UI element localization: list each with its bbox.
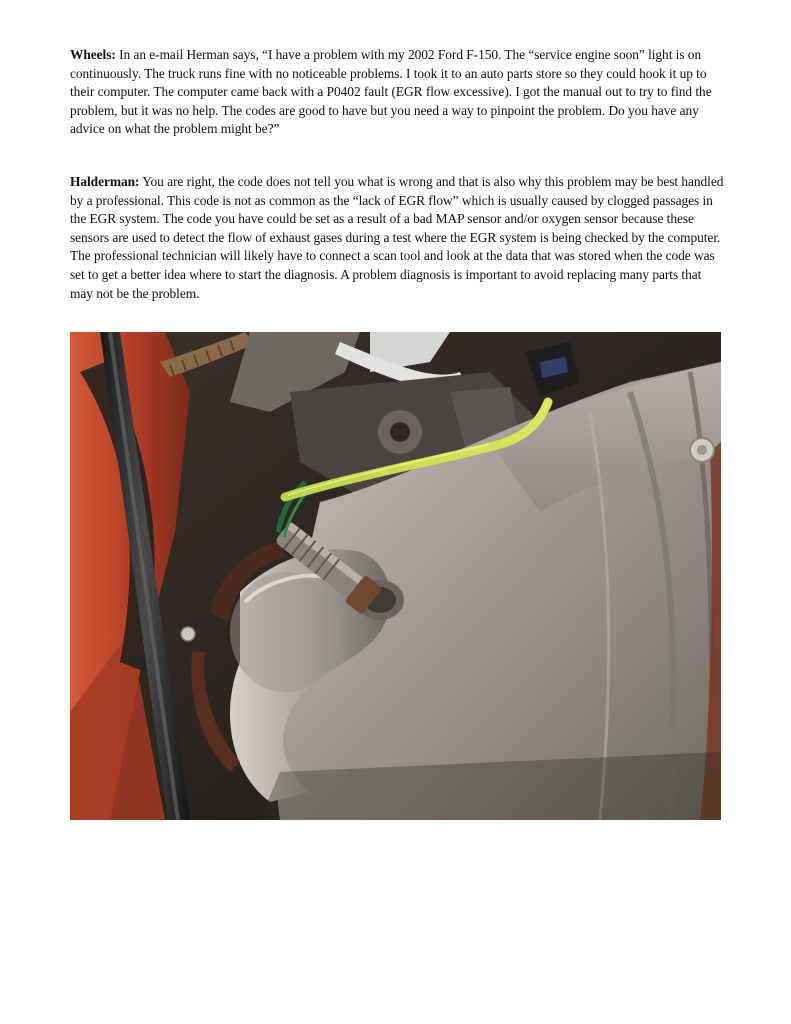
photo-illustration bbox=[70, 332, 721, 820]
question-text: In an e-mail Herman says, “I have a problem with my 2002 Ford F-150. The “service engine soon” light is on continuously. The truck runs fine with no noticeable problems. I took it to an auto parts store so they could hook it up to their computer. The computer came back with a P0402 fault (EGR flow excessive). I got the manual out to try to find the problem, but it was no help. The codes are good to have but you need a way to pinpoint the problem. Do you have any advice on what the problem might be?” bbox=[70, 47, 712, 137]
question-paragraph bbox=[70, 46, 725, 139]
speaker-label-wheels: Wheels: bbox=[70, 47, 116, 62]
answer-paragraph bbox=[70, 173, 725, 303]
engine-bay-oxygen-sensor-photo bbox=[70, 332, 721, 820]
answer-text: You are right, the code does not tell you what is wrong and that is also why this problem may be best handled by a professional. This code is not as common as the “lack of EGR flow” which is usually caused by clogged passages in the EGR system. The code you have could be set as a result of a bad MAP sensor and/or oxygen sensor because these sensors are used to detect the flow of exhaust gases during a test where the EGR system is being checked by the computer. The professional technician will likely have to connect a scan tool and look at the data that was stored when the code was set to get a better idea where to start the diagnosis. A problem diagnosis is important to avoid replacing many parts that may not be the problem. bbox=[70, 174, 724, 301]
speaker-label-halderman: Halderman: bbox=[70, 174, 140, 189]
